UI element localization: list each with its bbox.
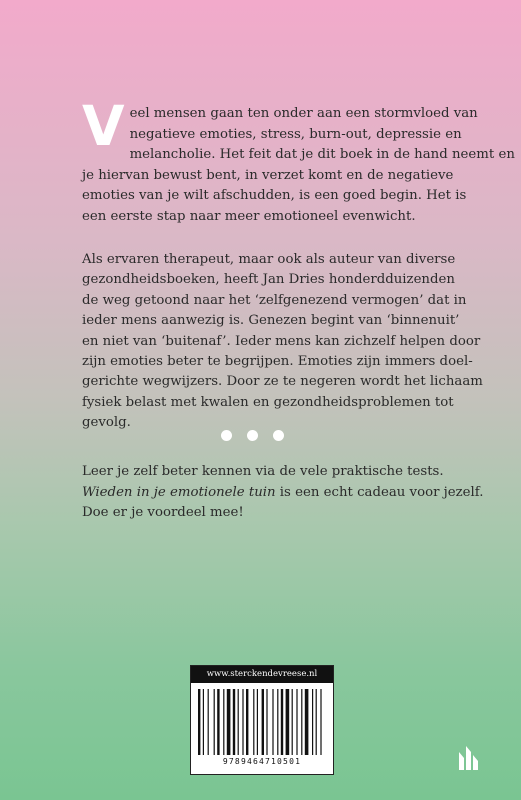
three-dots-separator-icon	[221, 430, 284, 441]
text-line: en niet van ‘buitenaf’. Ieder mens kan zichzelf helpen door	[82, 333, 481, 349]
text-line: melancholie. Het feit dat je dit boek in de hand neemt en	[129, 147, 515, 163]
intro-paragraph	[82, 94, 515, 228]
dot-icon	[247, 430, 258, 441]
barcode-icon	[198, 689, 326, 755]
text-line: gezondheidsboeken, heeft Jan Dries honderdduizenden	[82, 272, 455, 288]
text-line: emoties van je wilt afschudden, is een goed begin. Het is	[82, 188, 467, 204]
text-line: Leer je zelf beter kennen via de vele praktische tests.	[82, 464, 444, 479]
text-line: gevolg.	[82, 415, 131, 431]
text-line: gerichte wegwijzers. Door ze te negeren wordt het lichaam	[82, 374, 483, 390]
barcode-block	[190, 665, 334, 775]
isbn-number: 9789464710501	[222, 757, 302, 766]
text-line: een eerste stap naar meer emotioneel evenwicht.	[82, 208, 416, 224]
text-line	[82, 483, 484, 504]
text-line: je hiervan bewust bent, in verzet komt en de negatieve	[82, 167, 454, 183]
text-line: negatieve emoties, stress, burn-out, depressie en	[129, 126, 462, 142]
text-line: zijn emoties beter te begrijpen. Emoties zijn immers doel-	[82, 354, 473, 370]
drop-cap: V	[82, 94, 124, 158]
author-paragraph	[82, 250, 483, 434]
text-line: Doe er je voordeel mee!	[82, 505, 244, 521]
dot-icon	[221, 430, 232, 441]
text-line: eel mensen gaan ten onder aan een stormvloed van	[129, 106, 478, 121]
text-line: Als ervaren therapeut, maar ook als auteur van diverse	[82, 252, 456, 267]
text-line: de weg getoond naar het ‘zelfgenezend vermogen’ dat in	[82, 292, 467, 308]
closing-paragraph	[82, 462, 484, 524]
publisher-logo-icon	[456, 742, 486, 772]
text-fragment: is een echt cadeau voor jezelf.	[275, 484, 484, 500]
dot-icon	[273, 430, 284, 441]
text-line: fysiek belast met kwalen en gezondheidsproblemen tot	[82, 394, 454, 410]
book-title: Wieden in je emotionele tuin	[82, 484, 276, 500]
text-line: ieder mens aanwezig is. Genezen begint van ‘binnenuit’	[82, 313, 460, 329]
publisher-url: www.sterckendevreese.nl	[191, 666, 333, 683]
